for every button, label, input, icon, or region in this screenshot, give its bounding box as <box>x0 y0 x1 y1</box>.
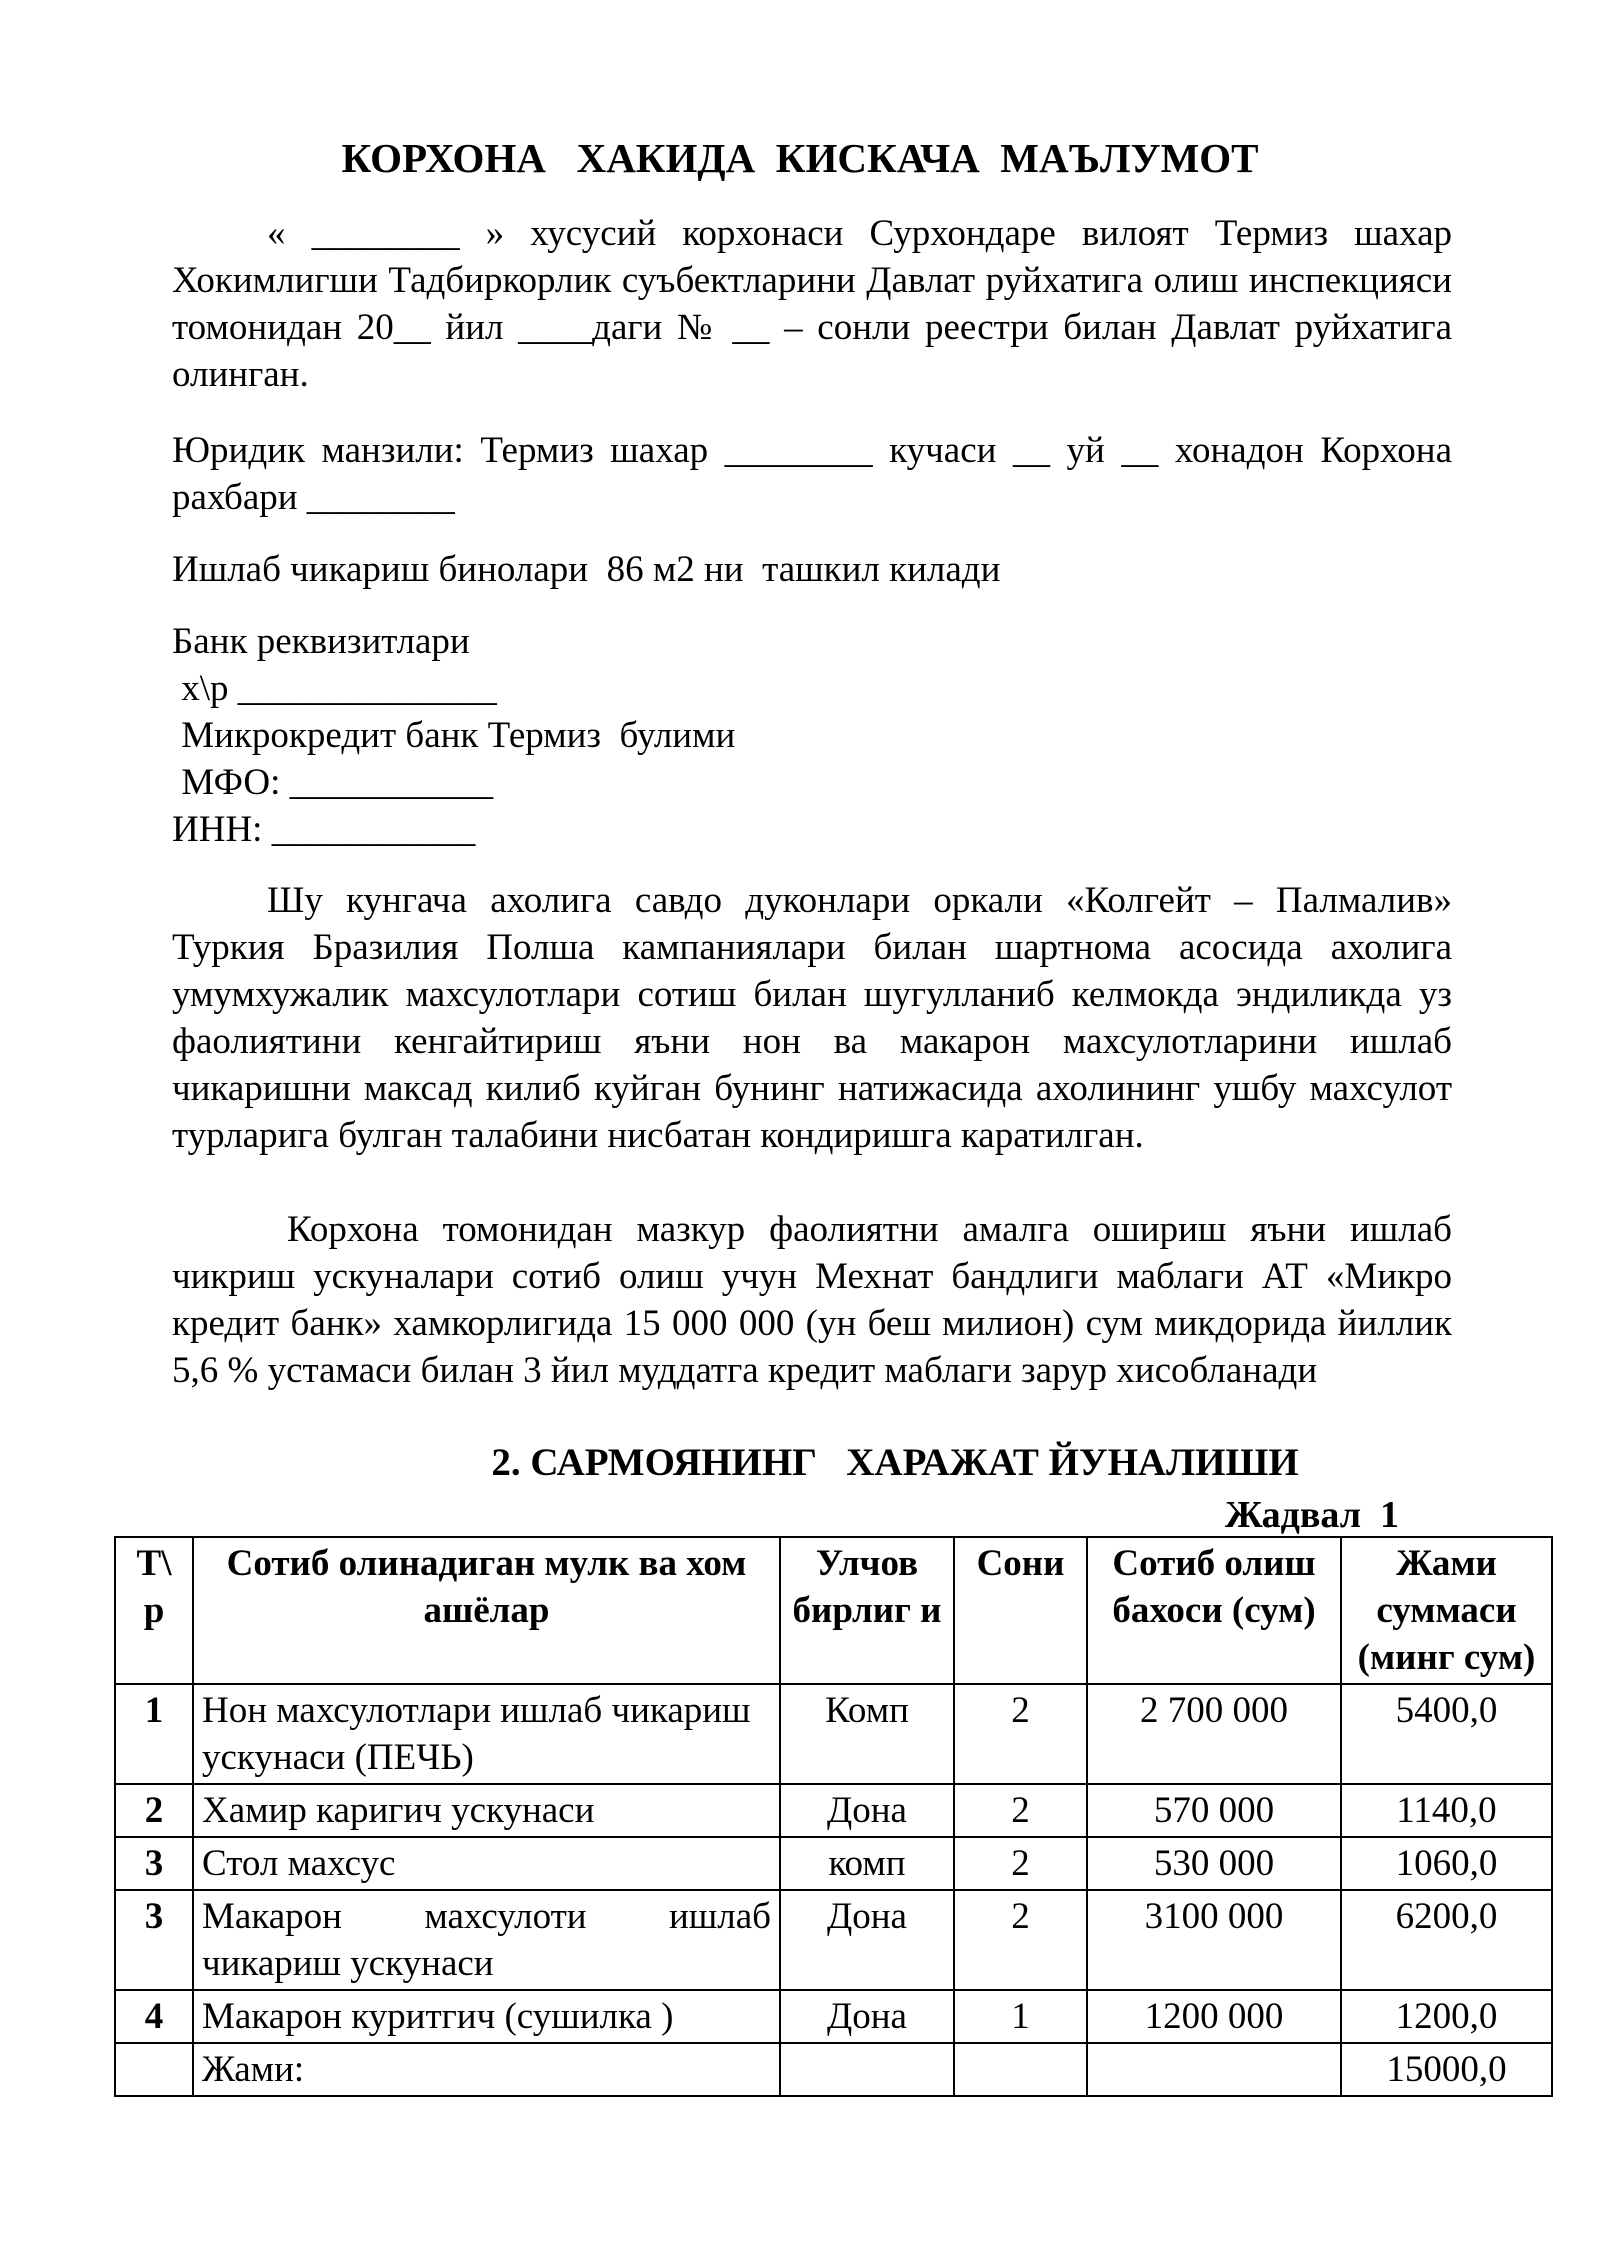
row-qty: 2 <box>954 1684 1087 1784</box>
row-qty: 2 <box>954 1784 1087 1837</box>
row-price: 570 000 <box>1087 1784 1341 1837</box>
row-qty: 2 <box>954 1890 1087 1990</box>
row-unit: Дона <box>780 1890 954 1990</box>
total-label: Жами: <box>193 2043 780 2096</box>
total-value: 15000,0 <box>1341 2043 1552 2096</box>
address-paragraph: Юридик манзили: Термиз шахар ________ кучаси __ уй __ хонадон Корхона рахбари ________ <box>172 430 1452 518</box>
row-price: 530 000 <box>1087 1837 1341 1890</box>
bank-inn-line: ИНН: ___________ <box>172 809 476 850</box>
document-title: КОРХОНА ХАКИДА КИСКАЧА МАЪЛУМОТ <box>341 135 1259 181</box>
header-price: Сотиб олиш бахоси (сум) <box>1087 1537 1341 1684</box>
row-price: 3100 000 <box>1087 1890 1341 1990</box>
table-row <box>115 1837 1552 1890</box>
row-unit: Дона <box>780 1784 954 1837</box>
row-num: 4 <box>115 1990 193 2043</box>
row-total: 1200,0 <box>1341 1990 1552 2043</box>
row-unit: Комп <box>780 1684 954 1784</box>
total-qty-cell <box>954 2043 1087 2096</box>
table-header-row <box>115 1537 1552 1684</box>
row-unit: комп <box>780 1837 954 1890</box>
bank-mfo-line: МФО: ___________ <box>172 762 494 803</box>
bank-name-line: Микрокредит банк Термиз булими <box>172 715 736 756</box>
header-unit: Улчов бирлиг и <box>780 1537 954 1684</box>
row-name: Хамир каригич ускунаси <box>193 1784 780 1837</box>
total-num-cell <box>115 2043 193 2096</box>
header-total: Жами суммаси (минг сум) <box>1341 1537 1552 1684</box>
bank-heading: Банк реквизитлари <box>172 621 470 662</box>
table-caption: Жадвал 1 <box>1225 1494 1400 1536</box>
row-num: 1 <box>115 1684 193 1784</box>
row-num: 3 <box>115 1890 193 1990</box>
header-qty: Сони <box>954 1537 1087 1684</box>
credit-paragraph: Корхона томонидан мазкур фаолиятни амалга ошириш яъни ишлаб чикриш ускуналари сотиб олиш учун Мехнат бандлиги маблаги АТ «Микро кредит банк» хамкорлигида 15 000 000 (ун беш милион) сум микдорида йиллик 5,6 % устамаси билан 3 йил муддатга кредит маблаги зарур хисобланади <box>172 1209 1452 1391</box>
row-name: Нон махсулотлари ишлаб чикариш ускунаси (ПЕЧЬ) <box>193 1684 780 1784</box>
row-unit: Дона <box>780 1990 954 2043</box>
table-row <box>115 1684 1552 1784</box>
table-row <box>115 1890 1552 1990</box>
investment-table <box>114 1536 1553 2097</box>
header-name: Сотиб олинадиган мулк ва хом ашёлар <box>193 1537 780 1684</box>
row-name: Макарон куритгич (сушилка ) <box>193 1990 780 2043</box>
intro-paragraph: « ________ » хусусий корхонаси Сурхондаре вилоят Термиз шахар Хокимлигши Тадбиркорлик суъбектларини Давлат руйхатига олиш инспекцияси томонидан 20__ йил ____даги № __ – сонли реестри билан Давлат руйхатига олинган. <box>172 213 1452 395</box>
row-price: 1200 000 <box>1087 1990 1341 2043</box>
row-name: Стол махсус <box>193 1837 780 1890</box>
row-total: 6200,0 <box>1341 1890 1552 1990</box>
row-num: 3 <box>115 1837 193 1890</box>
bank-account-line: х\р ______________ <box>172 668 497 709</box>
row-num: 2 <box>115 1784 193 1837</box>
row-total: 1140,0 <box>1341 1784 1552 1837</box>
row-qty: 2 <box>954 1837 1087 1890</box>
table-row <box>115 1990 1552 2043</box>
row-total: 1060,0 <box>1341 1837 1552 1890</box>
buildings-line: Ишлаб чикариш бинолари 86 м2 ни ташкил килади <box>172 549 1001 590</box>
row-name: Макарон махсулоти ишлаб чикариш ускунаси <box>193 1890 780 1990</box>
section-title: 2. САРМОЯНИНГ ХАРАЖАТ ЙУНАЛИШИ <box>491 1441 1299 1484</box>
row-qty: 1 <box>954 1990 1087 2043</box>
row-total: 5400,0 <box>1341 1684 1552 1784</box>
activity-paragraph: Шу кунгача ахолига савдо дуконлари оркали «Колгейт – Палмалив» Туркия Бразилия Полша кампаниялари билан шартнома асосида ахолига умумхужалик махсулотлари сотиш билан шугулланиб келмокда эндиликда уз фаолиятини кенгайтириш яъни нон ва макарон махсулотларини ишлаб чикаришни максад килиб куйган бунинг натижасида ахолининг ушбу махсулот турларига булган талабини нисбатан кондиришга каратилган. <box>172 880 1452 1156</box>
header-num: Т\ р <box>115 1537 193 1684</box>
total-price-cell <box>1087 2043 1341 2096</box>
row-price: 2 700 000 <box>1087 1684 1341 1784</box>
table-total-row <box>115 2043 1552 2096</box>
total-unit-cell <box>780 2043 954 2096</box>
table-row <box>115 1784 1552 1837</box>
